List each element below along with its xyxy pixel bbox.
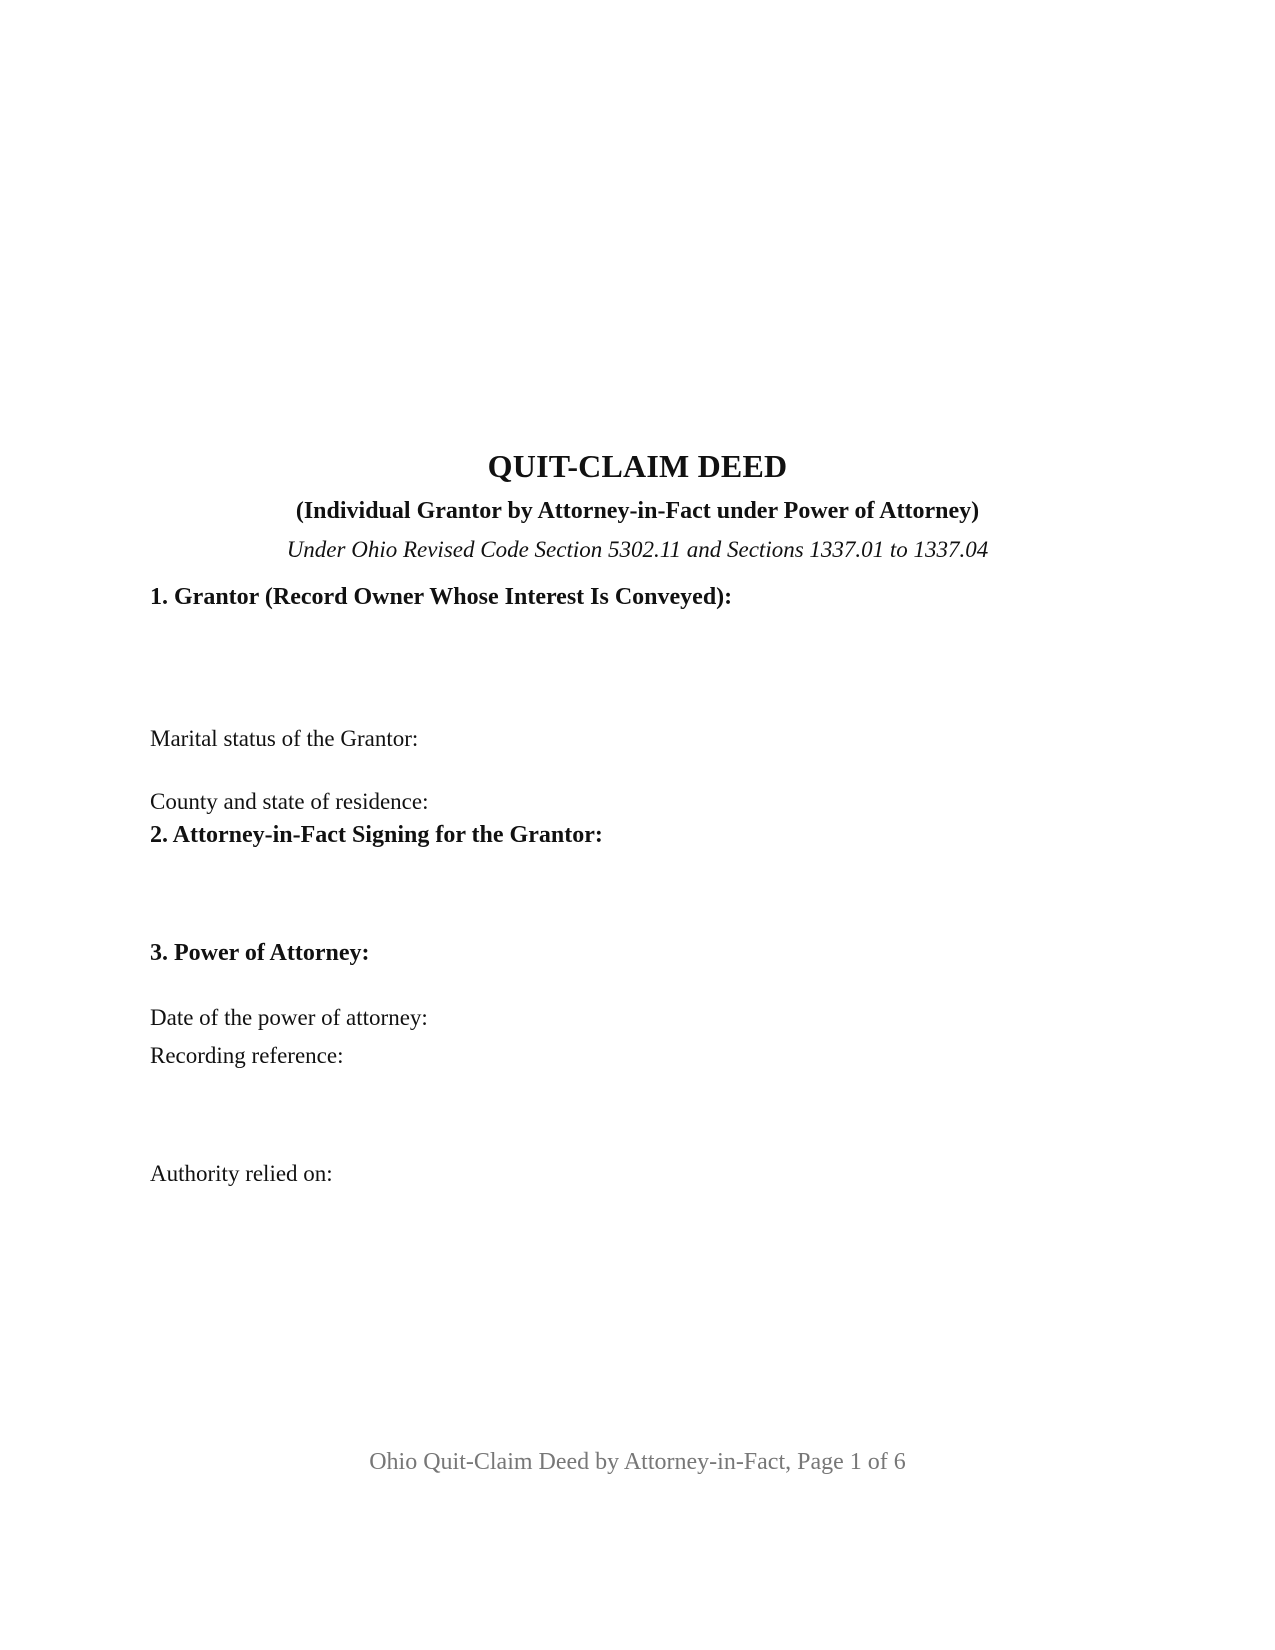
section-grantor-heading: 1. Grantor (Record Owner Whose Interest Is Conveyed):: [150, 584, 733, 610]
authority-relied-on-label: Authority relied on:: [150, 1161, 333, 1186]
section-power-of-attorney-heading: 3. Power of Attorney:: [150, 940, 370, 966]
document-title: QUIT-CLAIM DEED: [487, 448, 788, 484]
poa-date-label: Date of the power of attorney:: [150, 1005, 428, 1030]
statute-reference: Under Ohio Revised Code Section 5302.11 and Sections 1337.01 to 1337.04: [286, 537, 989, 562]
residence-label: County and state of residence:: [150, 789, 429, 814]
document-subtitle: (Individual Grantor by Attorney-in-Fact under Power of Attorney): [295, 498, 980, 524]
page-footer: Ohio Quit-Claim Deed by Attorney-in-Fact, Page 1 of 6: [369, 1449, 906, 1475]
section-attorney-in-fact-heading: 2. Attorney-in-Fact Signing for the Grantor:: [150, 822, 603, 848]
recording-reference-label: Recording reference:: [150, 1043, 344, 1068]
marital-status-label: Marital status of the Grantor:: [150, 726, 419, 751]
